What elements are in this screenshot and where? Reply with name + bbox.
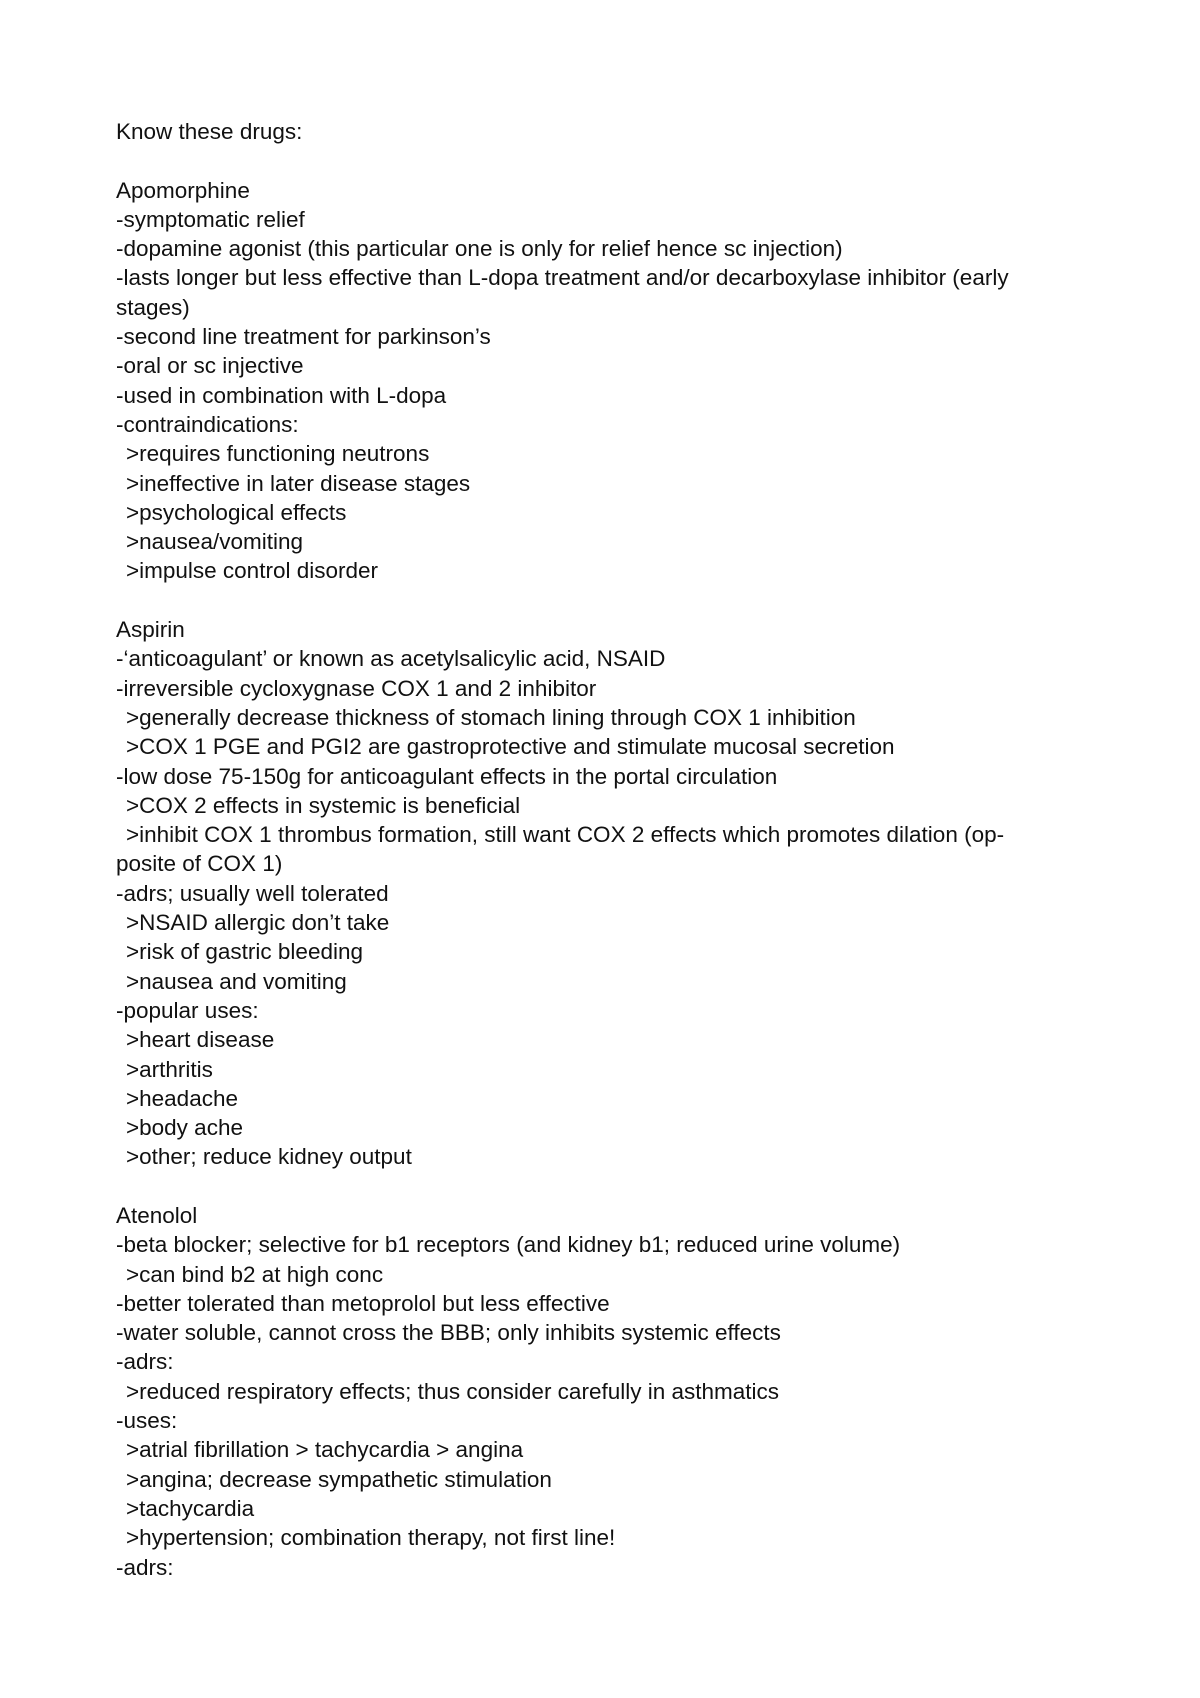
drug-section-aspirin — [116, 615, 1116, 1172]
sub-bullet-line: >atrial fibrillation > tachycardia > angina — [126, 1437, 524, 1463]
bullet-line: -adrs: — [116, 1349, 174, 1375]
sub-bullet-line: >psychological effects — [126, 499, 347, 525]
sub-bullet-line: >NSAID allergic don’t take — [126, 910, 390, 936]
sub-bullet-line: >hypertension; combination therapy, not first line! — [126, 1525, 616, 1551]
bullet-line: -adrs: — [116, 1554, 174, 1580]
bullet-line: -‘anticoagulant’ or known as acetylsalicylic acid, NSAID — [116, 646, 666, 672]
sub-bullet-line: >inhibit COX 1 thrombus formation, still want COX 2 effects which promotes dilation (op- — [126, 822, 1005, 848]
sub-bullet-line: >generally decrease thickness of stomach lining through COX 1 inhibition — [126, 704, 856, 730]
bullet-line: -lasts longer but less effective than L-dopa treatment and/or decarboxylase inhibitor (early — [116, 265, 1009, 291]
spacer — [116, 586, 1116, 615]
drug-section-atenolol — [116, 1201, 1116, 1582]
sub-bullet-line: >tachycardia — [126, 1495, 255, 1521]
bullet-line: -oral or sc injective — [116, 353, 304, 379]
bullet-line: -better tolerated than metoprolol but less effective — [116, 1290, 610, 1316]
bullet-line: -irreversible cycloxygnase COX 1 and 2 inhibitor — [116, 675, 597, 701]
document-heading: Know these drugs: — [116, 119, 303, 144]
sub-bullet-line: >body ache — [126, 1115, 243, 1141]
bullet-line: -dopamine agonist (this particular one is only for relief hence sc injection) — [116, 236, 843, 262]
sub-bullet-line: >can bind b2 at high conc — [126, 1261, 384, 1287]
sub-bullet-line: >nausea/vomiting — [126, 529, 303, 555]
drug-sections — [116, 176, 1116, 1582]
sub-bullet-line: >COX 2 effects in systemic is beneficial — [126, 792, 521, 818]
bullet-line: -symptomatic relief — [116, 206, 305, 232]
bullet-line: -used in combination with L-dopa — [116, 382, 447, 408]
bullet-line: -beta blocker; selective for b1 receptors (and kidney b1; reduced urine volume) — [116, 1232, 901, 1258]
sub-bullet-line: >ineffective in later disease stages — [126, 470, 471, 496]
sub-bullet-line: >impulse control disorder — [126, 558, 378, 584]
bullet-line: -water soluble, cannot cross the BBB; only inhibits systemic effects — [116, 1320, 781, 1346]
bullet-line: -popular uses: — [116, 997, 259, 1023]
sub-bullet-line: >heart disease — [126, 1027, 275, 1053]
bullet-line: -adrs; usually well tolerated — [116, 880, 389, 906]
sub-bullet-line: >reduced respiratory effects; thus consider carefully in asthmatics — [126, 1378, 780, 1404]
sub-bullet-line: >risk of gastric bleeding — [126, 939, 363, 965]
sub-bullet-line: >COX 1 PGE and PGI2 are gastroprotective and stimulate mucosal secretion — [126, 734, 895, 760]
sub-bullet-line: >other; reduce kidney output — [126, 1144, 412, 1170]
sub-bullet-line: >angina; decrease sympathetic stimulation — [126, 1466, 552, 1492]
bullet-line: -low dose 75-150g for anticoagulant effects in the portal circulation — [116, 763, 778, 789]
drug-title: Aspirin — [116, 617, 185, 643]
drug-title: Apomorphine — [116, 177, 250, 203]
bullet-line: posite of COX 1) — [116, 851, 283, 877]
drug-title: Atenolol — [116, 1202, 198, 1228]
document-body — [116, 117, 1116, 1582]
spacer — [116, 1172, 1116, 1201]
spacer — [116, 146, 1116, 175]
bullet-line: -second line treatment for parkinson’s — [116, 324, 491, 350]
sub-bullet-line: >headache — [126, 1085, 238, 1111]
sub-bullet-line: >requires functioning neutrons — [126, 441, 430, 467]
bullet-line: -contraindications: — [116, 411, 299, 437]
sub-bullet-line: >arthritis — [126, 1056, 213, 1082]
drug-section-apomorphine — [116, 176, 1116, 586]
bullet-line: stages) — [116, 294, 190, 320]
sub-bullet-line: >nausea and vomiting — [126, 968, 347, 994]
bullet-line: -uses: — [116, 1408, 178, 1434]
